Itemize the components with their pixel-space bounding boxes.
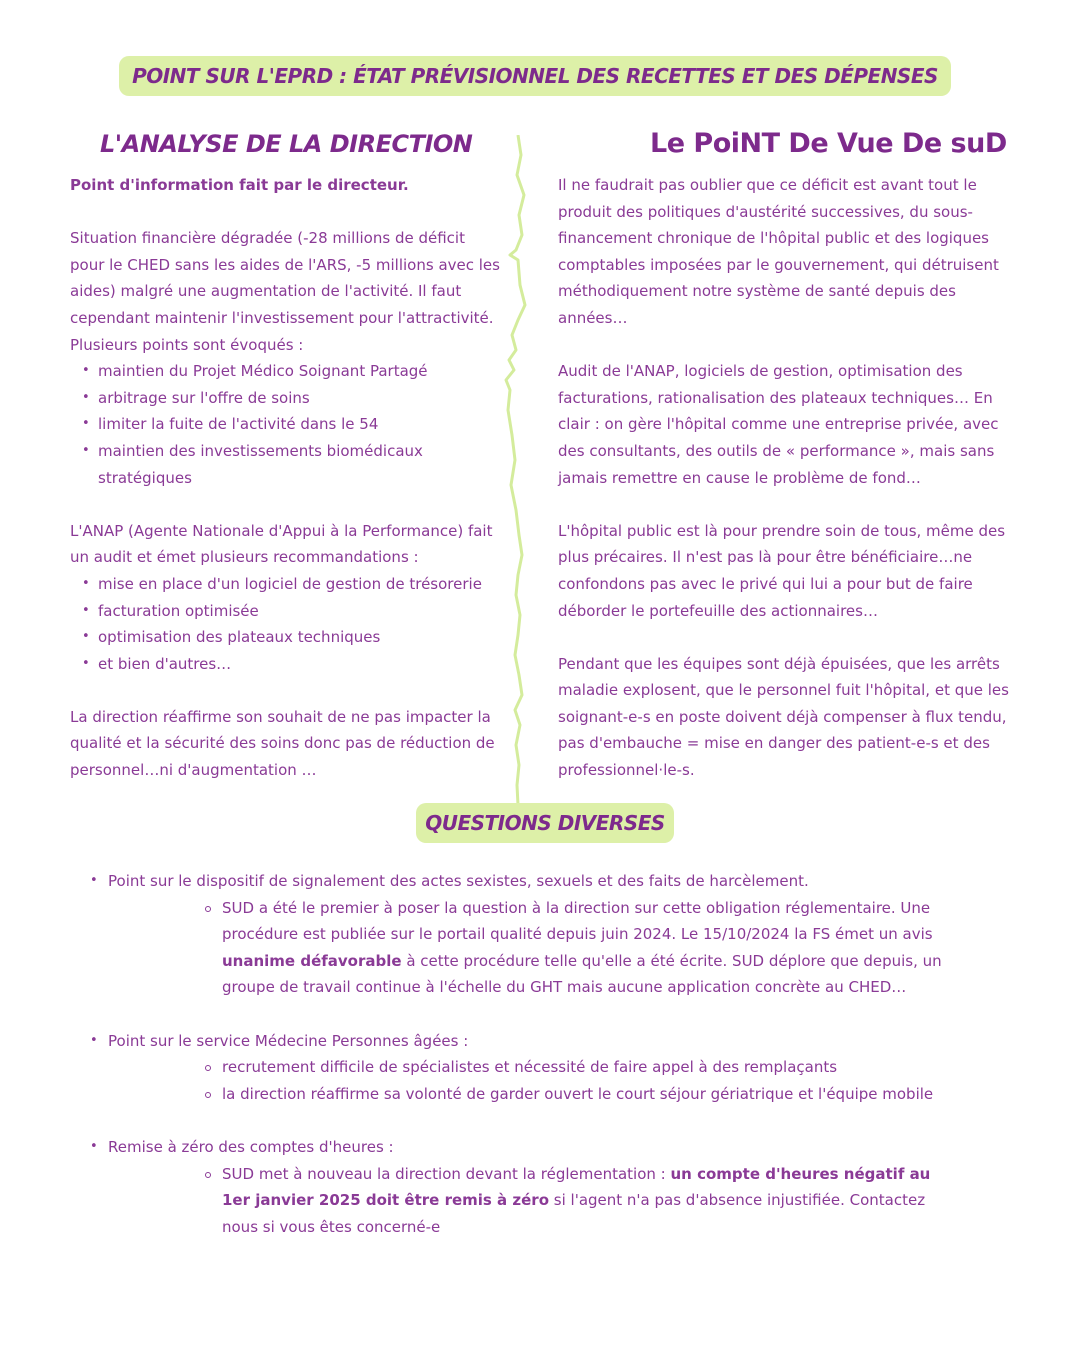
list-item: • arbitrage sur l'offre de soins	[98, 385, 500, 412]
evoked-points-list	[70, 358, 500, 491]
direction-analysis-column	[70, 172, 500, 784]
financial-situation-text: Situation financière dégradée (-28 millions de déficit pour le CHED sans les aides de l'ARS, -5 millions avec les aides) malgré une augmentation de l'activité. Il faut cependant maintenir l'investissement pour l'attractivité. Plusieurs points sont évoqués :	[70, 229, 500, 354]
question-sublist	[108, 1161, 944, 1241]
list-item: • mise en place d'un logiciel de gestion de trésorerie	[98, 571, 500, 598]
viewpoint-paragraph: L'hôpital public est là pour prendre soin de tous, même des plus précaires. Il n'est pas là pour être bénéficiaire…ne confondons pas avec le privé qui lui a pour but de faire déborder le portefeuille des actionnaires…	[558, 521, 1006, 620]
sub-item-text: SUD a été le premier à poser la question à la direction sur cette obligation réglementaire. Une procédure est publiée sur le portail qualité depuis juin 2024. Le 15/10/2024 la FS émet un avis	[222, 898, 933, 944]
page-title: POINT SUR L'EPRD : ÉTAT PRÉVISIONNEL DES RECETTES ET DES DÉPENSES	[132, 64, 938, 88]
sub-item-text: la direction réaffirme sa volonté de garder ouvert le court séjour gériatrique et l'équipe mobile	[222, 1084, 934, 1103]
questions-list	[88, 868, 988, 1240]
question-label: • Remise à zéro des comptes d'heures :	[108, 1137, 394, 1156]
list-item: • et bien d'autres…	[98, 651, 500, 678]
list-item: • facturation optimisée	[98, 598, 500, 625]
list-item: • maintien des investissements biomédicaux stratégiques	[98, 438, 500, 491]
sud-viewpoint-column	[558, 172, 1014, 784]
viewpoint-paragraph: Pendant que les équipes sont déjà épuisées, que les arrêts maladie explosent, que le personnel fuit l'hôpital, et que les soignant-e-s en poste doivent déjà compenser à flux tendu, pas d'embauche = mise en danger des patient-e-s et des professionnel·le-s.	[558, 654, 1009, 780]
sub-item-text: recrutement difficile de spécialistes et nécessité de faire appel à des remplaçants	[222, 1058, 838, 1077]
question-item	[88, 868, 988, 1001]
question-label: • Point sur le service Médecine Personnes âgées :	[108, 1031, 469, 1050]
direction-conclusion: La direction réaffirme son souhait de ne pas impacter la qualité et la sécurité des soins donc pas de réduction de personnel…ni d'augmentation …	[70, 707, 495, 780]
column-divider	[498, 135, 538, 805]
sub-item-text: si l'agent n'a pas d'absence injustifiée. Contactez nous si vous êtes concerné-e	[222, 1191, 926, 1236]
anap-text: L'ANAP (Agente Nationale d'Appui à la Performance) fait un audit et émet plusieurs recommandations :	[70, 521, 493, 567]
question-item	[88, 1134, 988, 1240]
right-column-heading: Le PoiNT De Vue De suD	[650, 128, 1007, 159]
question-sublist	[108, 895, 944, 1001]
questions-heading: QUESTIONS DIVERSES	[425, 811, 665, 835]
question-label: • Point sur le dispositif de signalement des actes sexistes, sexuels et des faits de harcèlement.	[108, 872, 809, 890]
question-item	[88, 1028, 988, 1108]
sub-item-emphasis: unanime défavorable	[222, 951, 402, 970]
sub-item-text: SUD met à nouveau la direction devant la réglementation :	[222, 1164, 671, 1183]
question-sublist	[108, 1054, 944, 1107]
sub-item	[222, 895, 944, 1001]
viewpoint-paragraph: Audit de l'ANAP, logiciels de gestion, optimisation des facturations, rationalisation des plateaux techniques… En clair : on gère l'hôpital comme une entreprise privée, avec des consultants, des outils de « performance », mais sans jamais remettre en cause le problème de fond…	[558, 362, 999, 487]
sub-item-text: à cette procédure telle qu'elle a été écrite. SUD déplore que depuis, un groupe de travail continue à l'échelle du GHT mais aucune application concrète au CHED…	[222, 951, 942, 997]
left-column-heading: L'ANALYSE DE LA DIRECTION	[100, 130, 473, 158]
sub-item	[222, 1161, 944, 1241]
list-item: • limiter la fuite de l'activité dans le 54	[98, 411, 500, 438]
recommendations-list	[70, 571, 500, 677]
sub-item	[222, 1054, 944, 1081]
viewpoint-paragraph: Il ne faudrait pas oublier que ce déficit est avant tout le produit des politiques d'austérité successives, du sous-financement chronique de l'hôpital public et des logiques comptables imposées par le gouvernement, qui détruisent méthodiquement notre système de santé depuis des années…	[558, 176, 999, 327]
direction-intro: Point d'information fait par le directeur.	[70, 176, 409, 194]
sub-item-emphasis: un compte d'heures négatif au 1er janvier 2025 doit être remis à zéro	[222, 1164, 931, 1210]
list-item: • maintien du Projet Médico Soignant Partagé	[98, 358, 500, 385]
list-item: • optimisation des plateaux techniques	[98, 624, 500, 651]
sub-item	[222, 1081, 944, 1108]
